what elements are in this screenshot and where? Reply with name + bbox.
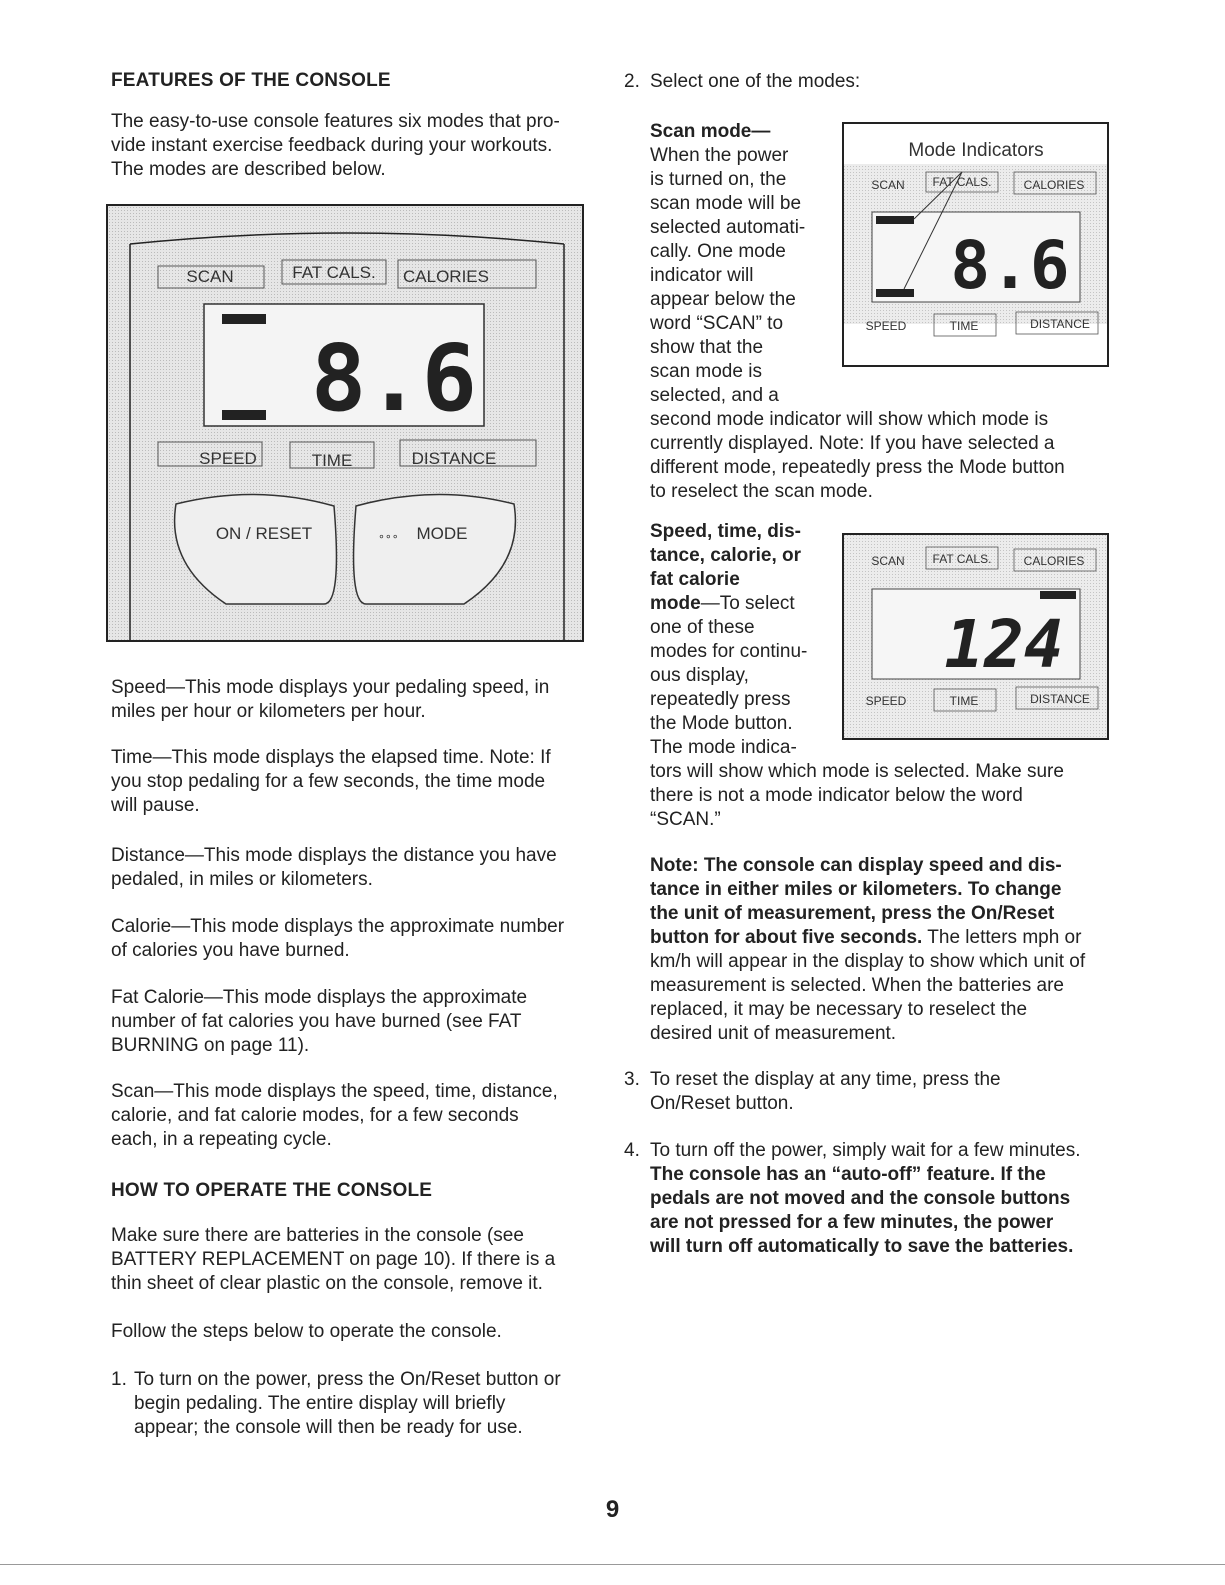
follow-steps: Follow the steps below to operate the console.	[111, 1321, 502, 1342]
console-label-speed: SPEED	[199, 449, 257, 468]
console-display-value: 8.6	[310, 325, 478, 432]
time-desc: Time—This mode displays the elapsed time. Note: If you stop pedaling for a few seconds, the time mode will pause.	[111, 747, 551, 816]
bottom-rule	[0, 1564, 1225, 1565]
fat-calorie-desc: Fat Calorie—This mode displays the approximate number of fat calories you have burned (see FAT BURNING on page 11).	[111, 987, 528, 1056]
on-reset-button[interactable]: ON / RESET	[215, 524, 313, 543]
inset2-label-scan: SCAN	[871, 554, 905, 568]
inset1-label-fatcals: FAT CALS.	[932, 175, 992, 189]
inset1-label-speed: SPEED	[865, 319, 907, 333]
batteries-paragraph: Make sure there are batteries in the console (see BATTERY REPLACEMENT on page 10). If there is a thin sheet of clear plastic on the console, remove it.	[111, 1225, 556, 1294]
distance-desc: Distance—This mode displays the distance you have pedaled, in miles or kilometers.	[111, 845, 557, 890]
features-heading: FEATURES OF THE CONSOLE	[111, 70, 391, 91]
mode-button[interactable]: MODE	[416, 524, 468, 543]
inset2-display-value: 124	[944, 606, 1064, 683]
console-label-calories: CALORIES	[403, 267, 489, 286]
console-label-distance: DISTANCE	[411, 449, 497, 468]
speed-desc: Speed—This mode displays your pedaling speed, in miles per hour or kilometers per hour.	[111, 677, 550, 722]
console-diagram	[106, 204, 584, 642]
console-label-time: TIME	[311, 451, 353, 470]
intro-paragraph: The easy-to-use console features six modes that pro- vide instant exercise feedback during your workouts. The modes are described below.	[111, 111, 560, 180]
inset1-label-scan: SCAN	[871, 178, 905, 192]
calorie-desc: Calorie—This mode displays the approximate number of calories you have burned.	[111, 916, 565, 961]
note-paragraph: Note: The console can display speed and dis- tance in either miles or kilometers. To change the unit of measurement, press the On/Reset button for about five seconds. The letters mph or km/h will appear in the display to show which unit of measurement is selected. When the batteries are replaced, it may be necessary to reselect the desired unit of measurement.	[650, 855, 1086, 1044]
speed-time-mode-section: Speed, time, dis- tance, calorie, or fat calorie mode—To select one of these modes for continu- ous display, repeatedly press the Mode button. The mode indica- tors will show which mode is selected. Make sure there is not a mode indicator below the word “SCAN.”	[650, 521, 1064, 830]
inset1-display-value: 8.6	[950, 227, 1070, 304]
inset1-label-calories: CALORIES	[1023, 178, 1085, 192]
inset1-label-time: TIME	[949, 319, 979, 333]
inset1-label-distance: DISTANCE	[1030, 317, 1090, 331]
scan-mode-section: Scan mode— When the power is turned on, the scan mode will be selected automati- cally. One mode indicator will appear below the word “SCAN” to show that the scan mode is selected, and a second mode indicator will show which mode is currently displayed. Note: If you have selected a different mode, repeatedly press the Mode button to reselect the scan mode.	[650, 121, 1065, 502]
mode-indicators-caption: Mode Indicators	[908, 140, 1044, 161]
console-label-scan: SCAN	[186, 267, 234, 286]
inset2-label-speed: SPEED	[865, 694, 907, 708]
page-number: 9	[605, 1496, 620, 1523]
inset2-label-fatcals: FAT CALS.	[932, 552, 992, 566]
operate-heading: HOW TO OPERATE THE CONSOLE	[111, 1180, 433, 1201]
mode-dots-icon: ∘∘∘	[378, 531, 399, 543]
inset2-label-distance: DISTANCE	[1030, 692, 1090, 706]
inset2-label-calories: CALORIES	[1023, 554, 1085, 568]
mode-indicators-diagram	[842, 122, 1109, 367]
inset2-label-time: TIME	[949, 694, 979, 708]
continuous-mode-diagram	[842, 533, 1109, 740]
scan-desc: Scan—This mode displays the speed, time, distance, calorie, and fat calorie modes, for a few seconds each, in a repeating cycle.	[111, 1081, 558, 1150]
console-label-fatcals: FAT CALS.	[292, 263, 376, 282]
